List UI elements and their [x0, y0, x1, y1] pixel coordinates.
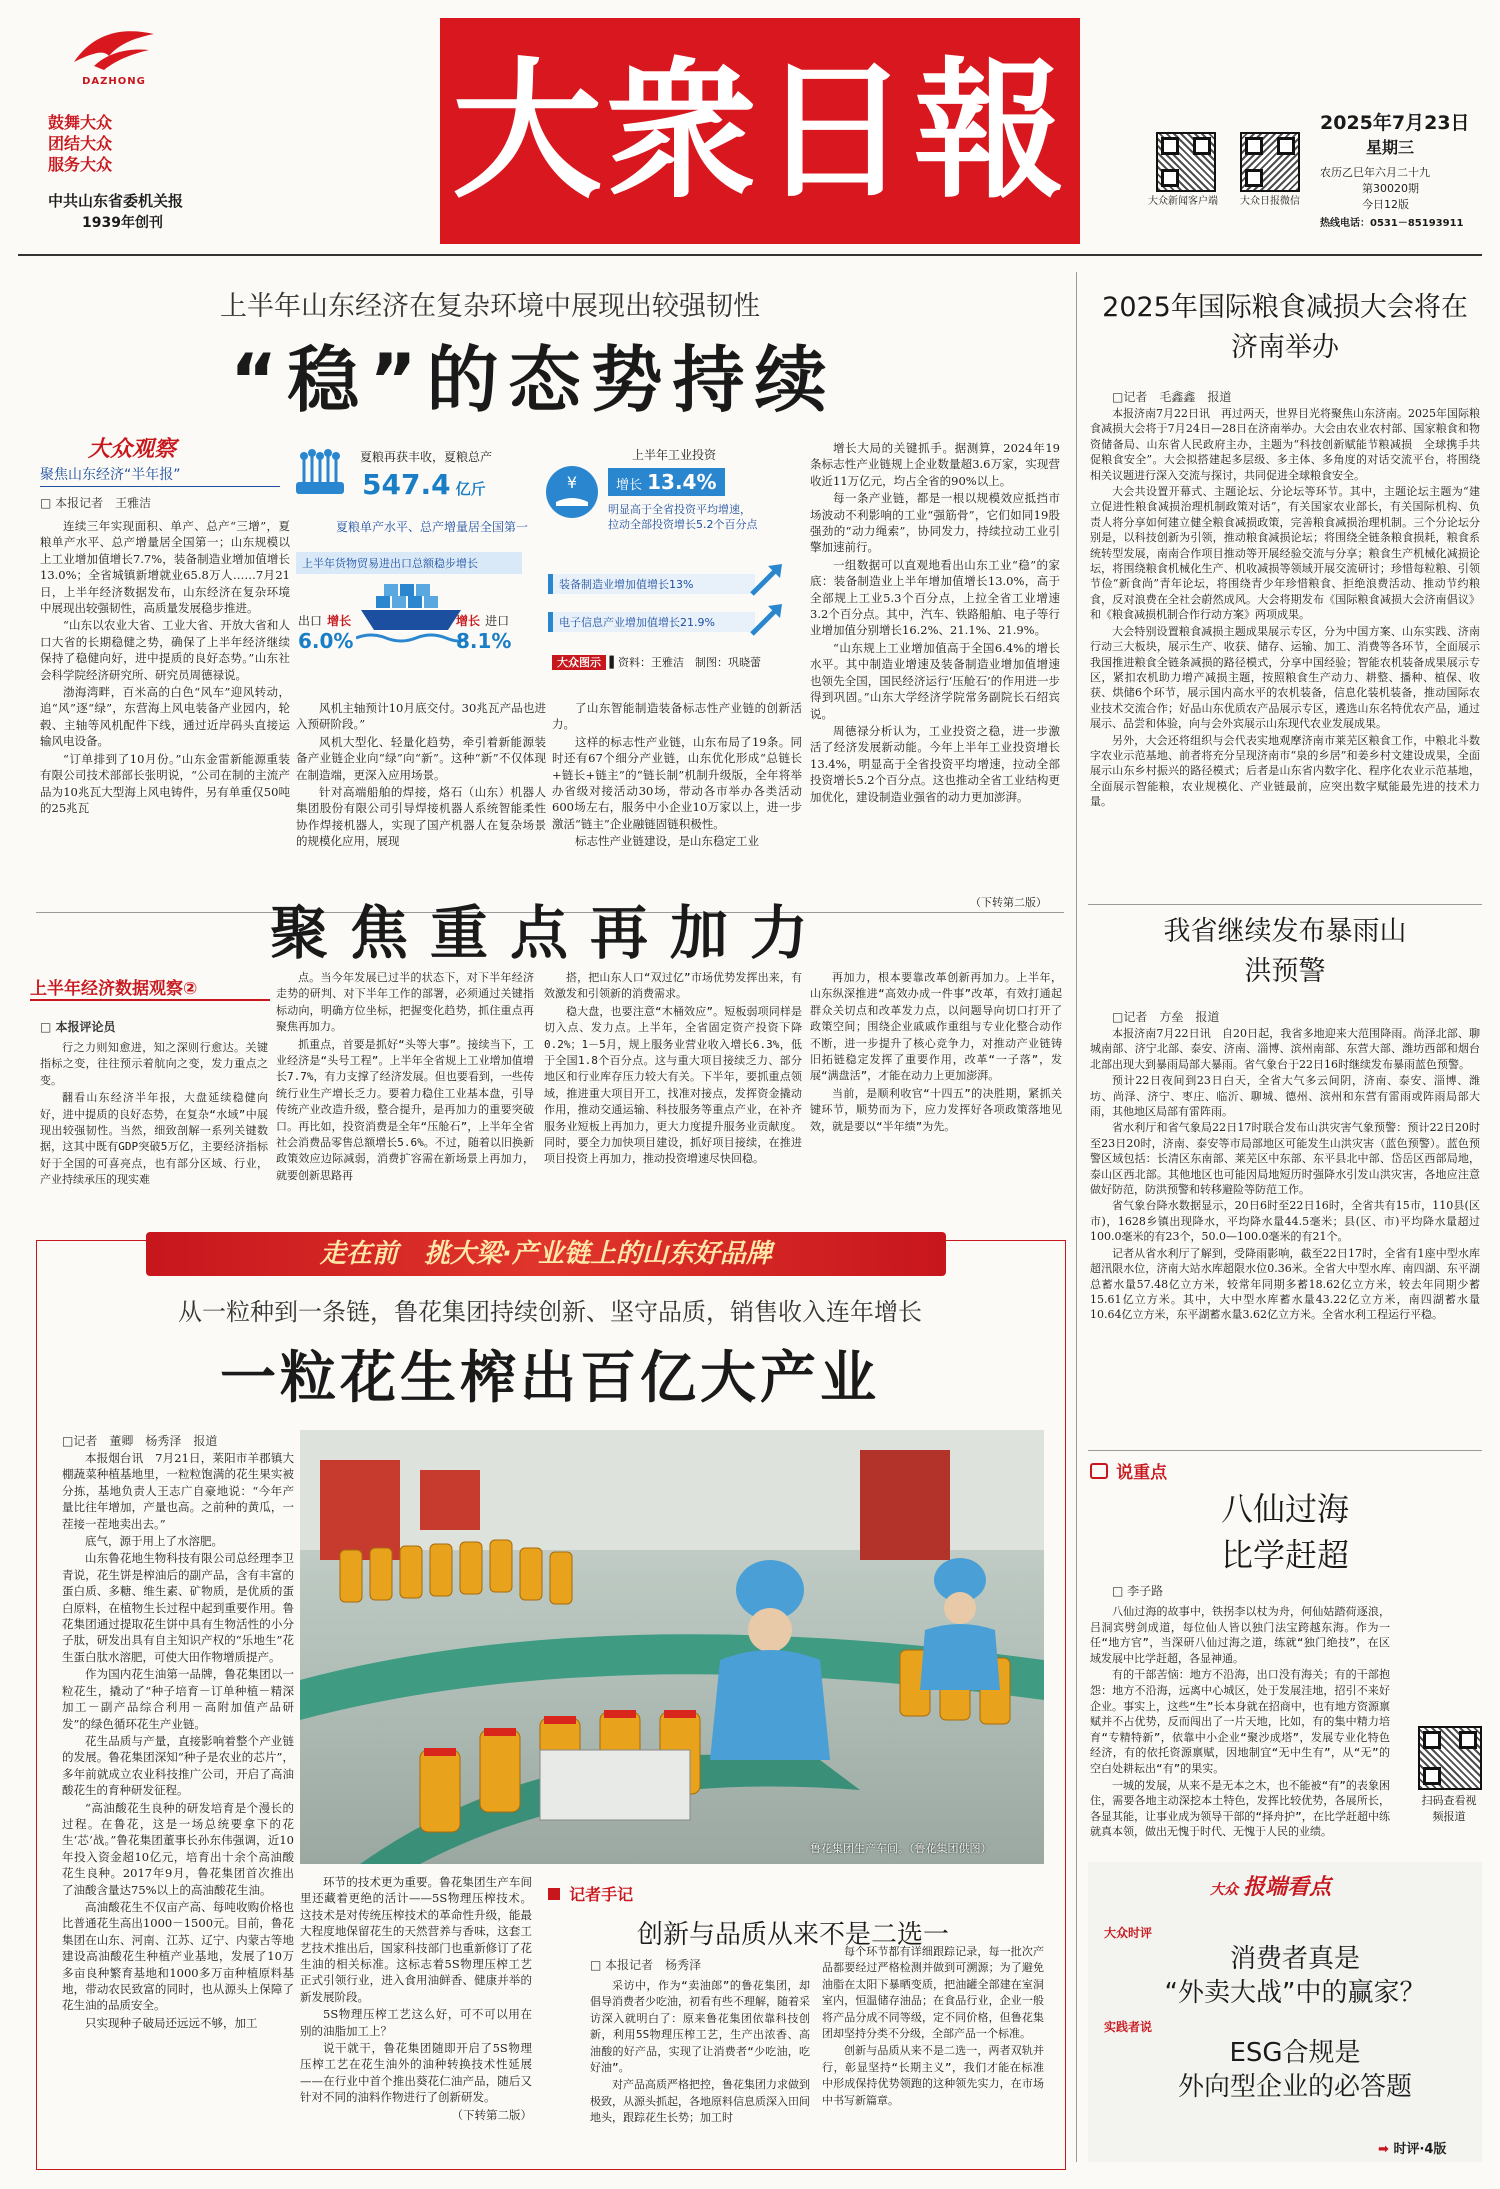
- issue-number: 第30020期: [1362, 182, 1419, 195]
- cargo-ship-icon: [356, 578, 466, 648]
- note-col-1: [590, 1978, 810, 2158]
- invest-growth: 增长: [616, 478, 643, 493]
- feature-left-p6: “高油酸花生良种的研发培育是个漫长的过程。在鲁花，这是一场总统要拿下的花生‘芯’战。”鲁花集团董事长孙东伟强调，近10年投入资金超10亿元，培育出十余个高油酸花生良种。2017年9月，鲁花集团首次推出了油酸含量达75%以上的高油酸花生油。: [62, 1800, 294, 1897]
- organ-label: 中共山东省委机关报: [48, 192, 184, 210]
- s1-p3: 大会特别设置粮食减损主题成果展示专区，分为中国方案、山东实践、济南行动三大板块，展示生产、收获、储存、运输、加工、消费等各环节，全面展示我国推进粮食全链条减损的路径模式，分享中国经验；智能农机装备成果展示专区，紧扣农机助力增产减损主题，按照粮食生产动力、耕整、播种、植保、收获、烘储6个环节，展示国内高水平的农机装备，信息化装机装备，推动国际农业技术交流合作；好品山东优质农产品展示专区，遴选山东名特优农产品，通过展示、品尝和体验，向与会外宾展示山东现代农业发展成果。: [1090, 624, 1480, 731]
- s4-item-1-line-1: 消费者真是: [1229, 1944, 1360, 1974]
- commentary-col4-p1: 再加力，根本要靠改革创新再加力。上半年，山东纵深推进“高效办成一件事”改革，有效打通起群众关切点和改革发力点，以问题导向切口打开了政策空间；围绕企业戚戚作重组与专业化整合动作不断，进一步提升了核心竞争力，对推动产业链铸旧拓链稳定发挥了重要作用，改革“一子落”，发展“满盘活”，才能在动力上更加澎湃。: [810, 971, 1062, 1083]
- s1-p1: 本报济南7月22日讯 再过两天，世界目光将聚焦山东济南。2025年国际粮食减损大会将于7月24日—28日在济南举办。大会由农业农村部、国家粮食和物资储备局、山东省人民政府主办，主题为“科技创新赋能节粮减损 全球携手共促粮食安全”。大会拟搭建起多层级、多主体、多角度的对话交流平台，将围绕相关议题进行深入交流与探讨，共同促进全球粮食安全。: [1090, 407, 1480, 482]
- export-growth: 增长: [327, 614, 352, 628]
- feature-mid-p2: 5S物理压榨工艺这么好，可不可以用在别的油脂加工上？: [300, 2007, 532, 2038]
- dazhong-logo: [64, 22, 164, 92]
- lead-col3-p2: 这样的标志性产业链，山东布局了19条。同时还有67个细分产业链，山东优化形成“总链长+链长+链主”的“链长制”机制升级版，全年将举办省级对接活动30场，带动各市举办各类活动600场左右，服务中小企业10万家以上，进一步激活“链主”企业融链固链积极性。: [552, 734, 802, 831]
- photo-caption: 鲁花集团生产车间。（鲁花集团供图）: [810, 1842, 992, 1855]
- feature-col-left: [62, 1450, 294, 2160]
- grain-title: 夏粮再获丰收，夏粮总产: [360, 450, 493, 464]
- feature-byline: □记者 董卿 杨秀泽 报道: [62, 1434, 218, 1448]
- s2-body: [1090, 1026, 1480, 1444]
- lead-col-2: [296, 700, 546, 908]
- s4-item-2-line-1: ESG合规是: [1229, 2038, 1361, 2068]
- svg-text:¥: ¥: [566, 473, 578, 492]
- qr-code-wechat-label: 大众日报微信: [1240, 196, 1300, 207]
- grain-value-row: [362, 468, 486, 501]
- note-col-2: [822, 1944, 1044, 2158]
- s2-headline: 我省继续发布暴雨山洪预警: [1163, 916, 1407, 987]
- credit: ▌资料：王雅洁 制图：巩晓蕾: [609, 656, 761, 669]
- arrow-right-icon: ➡: [1378, 2142, 1389, 2157]
- factory-photo: [300, 1430, 1044, 1864]
- section-logo: 大众观察: [88, 436, 177, 462]
- feature-mid-p1: 环节的技术更为重要。鲁花集团生产车间里还藏着更绝的活计——5S物理压榨技术。这技术是对传统压榨技术的革命性升级，能最大程度地保留花生的天然营养与香味，这套工艺技术推出后，国家科技部门也重新修订了花生油的相关标准。这标志着5S物理压榨工艺正式引领行业，进入食用油鲜香、健康并举的新发展阶段。: [300, 1875, 532, 2004]
- commentary-col-4: [810, 970, 1062, 1236]
- lead-col2-p1: 风机主轴预计10月底交付。30兆瓦产品也进入预研阶段。”: [296, 701, 546, 732]
- qr-code-app-label: 大众新闻客户端: [1148, 196, 1218, 207]
- feature-mid-p3: 说干就干，鲁花集团随即开启了5S物理压榨工艺在花生油外的油种转换技术性延展——在行业中首个推出葵花仁油产品，随后又针对不同的油料作物进行了创新研发。: [300, 2041, 532, 2105]
- infographic-credit-row: [552, 654, 761, 670]
- lead-col-3: [552, 700, 802, 908]
- s4-item-1[interactable]: [1120, 1942, 1470, 2010]
- s4-ref-text: 时评·4版: [1393, 2142, 1447, 2157]
- grain-unit: 亿斤: [455, 480, 486, 498]
- feature-left-p3: 山东鲁花地生物科技有限公司总经理李卫青说，花生饼是榨油后的副产品，含有丰富的蛋白质、多糖、维生素、矿物质，是优质的蛋白原料，在植物生长过程中起到重要作用。鲁花集团通过提取花生饼中具有生物活性的小分子肽，研发出具有自主知识产权的“乐地生”花生蛋白肽水溶肥，可使大田作物增质提产。: [62, 1551, 294, 1664]
- s3-qr-label: 扫码查看视频报道: [1421, 1794, 1477, 1823]
- section-sub: 聚焦山东经济“半年报”: [40, 464, 280, 487]
- bottling-line-illustration: [300, 1430, 1044, 1864]
- slogan-3: 服务大众: [48, 155, 113, 174]
- import-label: 进口: [485, 614, 510, 628]
- s2-byline: □记者 方垒 报道: [1112, 1010, 1220, 1024]
- lead-kicker: 上半年山东经济在复杂环境中展现出较强韧性: [220, 291, 760, 322]
- commentary-col-1: [40, 1040, 268, 1236]
- commentary-section: 上半年经济数据观察②: [30, 974, 270, 1001]
- trade-title: 上半年货物贸易进出口总额稳步增长: [296, 552, 522, 574]
- s3-section: 说重点: [1116, 1463, 1168, 1483]
- note-label: 记者手记: [569, 1885, 634, 1904]
- s1-byline: □记者 毛鑫鑫 报道: [1112, 390, 1232, 404]
- masthead-title-block: [440, 18, 1080, 244]
- masthead-rule: [18, 254, 1482, 256]
- elec-bar: 电子信息产业增加值增长21.9%: [548, 612, 755, 632]
- masthead-title: 大衆日報: [451, 43, 1068, 219]
- qr-code-app[interactable]: [1156, 132, 1216, 192]
- feature-banner: [146, 1232, 946, 1276]
- feature-left-p5: 花生品质与产量，直接影响着整个产业链的发展。鲁花集团深知“种子是农业的芯片”，多年前就成立农业科技推广公司，开启了高油酸花生的育种研发征程。: [62, 1733, 294, 1798]
- commentary-col1-p1: 行之力则知愈进，知之深则行愈达。关键指标之变，往往预示着航向之变，发力重点之变。: [40, 1041, 268, 1087]
- lead-col4-p2: 每一条产业链，都是一根以规模效应抵挡市场波动不利影响的工业“强筋骨”，它们如同19股强劲的“动力绳索”，协同发力，持续拉动工业引擎加速前行。: [810, 491, 1060, 555]
- lead-col2-p2: 风机大型化、轻量化趋势，牵引着新能源装备产业链企业向“绿”向“新”。这种“新”不仅体现在制造端，更深入应用场景。: [296, 734, 546, 782]
- commentary-col-3: [544, 970, 802, 1236]
- qr-code-wechat[interactable]: [1240, 132, 1300, 192]
- lead-col4-p1: 增长大局的关键抓手。据测算，2024年19条标志性产业链规上企业数量超3.6万家，实现营收近11万亿元，均占全省的90%以上。: [810, 441, 1060, 488]
- credit-tag: 大众图示: [552, 655, 606, 670]
- lead-col1-p3: 渤海湾畔，百米高的白色“风车”迎风转动，追“风”逐“绿”，东营海上风电装备产业园内，轮毂、主轴等风机配件下线，通过近岸码头直接运输风电设备。: [40, 685, 290, 749]
- growth-arrow-icon: [748, 560, 788, 600]
- lead-col-4: [810, 440, 1060, 890]
- masthead: [0, 0, 1500, 260]
- export-stat: [298, 610, 353, 653]
- s3-body: [1090, 1604, 1390, 1860]
- founded-label: 1939年创刊: [82, 215, 163, 231]
- s3-p2: 有的干部苦恼：地方不沿海，出口没有海关；有的干部抱怨：地方不沿海，远离中心城区，处于发展洼地，招引不来好企业。事实上，这些“生”长本身就在招商中，也有地方资源禀赋并不占优势，反而闯出了一片天地，比如，有的集中精力培育“专精特新”，依靠中小企业“聚沙成塔”，发展专业化特色经济，有的依托资源禀赋，因地制宜“无中生有”，从“无”的空白处耕耘出“有”的果实。: [1090, 1668, 1390, 1775]
- invest-title: 上半年工业投资: [632, 448, 717, 462]
- lead-col2-p3: 针对高端船舶的焊接，烙石（山东）机器人集团股份有限公司引导焊接机器人系统智能柔性协作焊接机器人，实现了国产机器人在复杂场景的规模化应用，展现: [296, 785, 546, 849]
- feature-col-mid: [300, 1874, 532, 2158]
- lead-continued: （下转第二版）: [970, 896, 1047, 909]
- s4-item-2-line-2: 外向型企业的必答题: [1177, 2072, 1412, 2102]
- hotline: 热线电话：0531－85193911: [1320, 218, 1464, 229]
- commentary-col4-p2: 当前，是顺利收官“十四五”的决胜期，紧抓关键环节，顺势而为下，应力发挥好各项政策落地见效，就是要以“半年绩”为先。: [810, 1086, 1062, 1133]
- note-label-row: [548, 1882, 633, 1905]
- s3-video-qr[interactable]: [1418, 1726, 1482, 1790]
- export-value: 6.0%: [298, 629, 354, 653]
- commentary-byline: □ 本报评论员: [40, 1020, 116, 1034]
- note-col1-p1: 采访中，作为“卖油郎”的鲁花集团，却倡导消费者少吃油，初看有些不理解，随着采访深入就明白了：原来鲁花集团依靠科技创新，利用5S物理压榨工艺，生产出浓香、高油酸的好产品，实现了让消费者“少吃油，吃好油”。: [590, 1979, 810, 2075]
- s4-tag-2: 实践者说: [1104, 2020, 1153, 2034]
- feature-left-p2: 底气，源于用上了水溶肥。: [85, 1534, 223, 1549]
- s1-p4: 另外，大会还将组织与会代表实地观摩济南市莱芜区粮食工作，中粮北斗数字农业示范基地、前者将充分呈现济南市“泉的乡居”和姜乡村文建设成果，全面展示山东乡村振兴的路径模式；后者是山东省内数字化、程序化农业示范基地，全面展示智能粮，农业规模化、产业链最前，应突出数字赋能最先进的技术力量。: [1090, 733, 1480, 809]
- page-count: 今日12版: [1362, 198, 1409, 211]
- s4-box: [1088, 1862, 1482, 2162]
- lead-byline: □ 本报记者 王雅洁: [40, 496, 152, 510]
- s1-body: [1090, 406, 1480, 900]
- date-block: [1320, 108, 1480, 229]
- s4-logo: 大众: [1210, 1882, 1238, 1898]
- s4-section: 报端看点: [1243, 1875, 1332, 1900]
- lead-col4-p5: 周德禄分析认为，工业投资之稳，进一步激活了经济发展新动能。今年上半年工业投资增长13.4%，明显高于全省投资平均增速，拉动全部投资增长5.2个百分点。这也推动全省工业结构更加优化，建设制造业强省的动力更加澎湃。: [810, 723, 1060, 804]
- bird-logo-icon: [64, 22, 164, 72]
- import-value: 8.1%: [456, 629, 512, 653]
- lead-col1-p4: “订单排到了10月份。”山东金雷新能源重装有限公司技术部部长张明说，“公司在制的主流产品为10兆瓦大型海上风电铸件，另有单重仅50吨的25兆瓦: [40, 751, 290, 815]
- feature-headline: 一粒花生榨出百亿大产业: [220, 1346, 880, 1411]
- s2-p1: 本报济南7月22日讯 自20日起，我省多地迎来大范围降雨。尚泽北部、聊城南部、济宁北部、泰安、济南、淄博、滨州南部、东营大部、潍坊西部和烟台北部出现大到暴雨局部大暴雨。省气象台于22日16时继续发布暴雨蓝色预警。: [1090, 1027, 1480, 1071]
- s4-ref[interactable]: [1378, 2138, 1446, 2157]
- feature-left-p8: 只实现种子破局还远远不够，加工: [85, 2015, 258, 2030]
- import-growth: 增长: [456, 614, 481, 628]
- commentary-col-2: [276, 970, 534, 1236]
- wheat-icon: [296, 448, 344, 496]
- s1-bottom-rule: [1088, 904, 1482, 905]
- s3-section-row: [1090, 1458, 1167, 1483]
- feature-left-p1: 本报烟台讯 7月21日，莱阳市羊郡镇大棚蔬菜种植基地里，一粒粒饱满的花生果实被分拣，基地负责人王志广自豪地说：“今年产量比往年增加，产量也高。之前种的黄瓜，一茬接一茬地卖出去。”: [62, 1451, 294, 1531]
- lead-headline: “稳”的态势持续: [230, 338, 837, 422]
- feature-banner-text: 走在前 挑大梁·产业链上的山东好品牌: [320, 1239, 772, 1269]
- brand-en: DAZHONG: [82, 76, 146, 87]
- note-col2-p2: 创新与品质从来不是二选一，两者双轨并行，彰显坚持“长期主义”，我们才能在标准中形成保持优势领跑的这种领先实力，在市场中书写新篇章。: [822, 2044, 1044, 2107]
- grain-value: 547.4: [362, 468, 451, 501]
- invest-value: 13.4%: [647, 470, 717, 494]
- slogan-2: 团结大众: [48, 134, 113, 153]
- s3-p1: 八仙过海的故事中，铁拐李以杖为舟，何仙姑踏荷逐浪，吕洞宾劈剑成道，每位仙人皆以独门法宝跨越东海。作为一任“地方官”，当深研八仙过海之道，练就“独门绝技”，在区域发展中比学赶超，各显神通。: [1090, 1605, 1390, 1665]
- lunar-date: 农历乙巳年六月二十九: [1320, 166, 1430, 179]
- note-headline: 创新与品质从来不是二选一: [636, 1920, 949, 1950]
- s4-item-1-line-2: “外卖大战”中的赢家？: [1164, 1978, 1426, 2008]
- commentary-col3-p2: 稳大盘，也要注意“木桶效应”。短板弱项同样是切入点、发力点。上半年，全省固定资产投资下降0.2%；1－5月，规上服务业营业收入增长6.3%，低于全国1.8个百分点。这与重大项目接续乏力、部分地区和行业库存压力较大有关。下半年，要抓重点领域，推进重大项目开工，找准对接点，发挥资金撬动作用，推动交通运输、科技服务等重点产业，在补齐服务业短板上再加力，更大力度提升服务业贡献度。同时，要全力加快项目建设，抓好项目接续，在推进项目投资上再加力，推动投资增速尽快回稳。: [544, 1004, 802, 1166]
- s1-headline: 2025年国际粮食减损大会将在济南举办: [1102, 292, 1468, 363]
- s3-p3: 一城的发展，从来不是无本之木，也不能被“有”的表象困住，需要各地主动深挖本土特色，发挥比较优势，各展所长，各显其能，让事业成为领导干部的“择舟护”，在比学赶超中练就真本领，做出无愧于时代、无愧于人民的业绩。: [1090, 1778, 1390, 1839]
- commentary-col1-p2: 翻看山东经济半年报，大盘延续稳健向好，进中提质的良好态势，在复杂“水域”中展现出较强韧性。当然，细致剖解一系列关键数据，这其中既有GDP突破5万亿，主要经济指标好于全国的可喜亮点，也有部分区域、行业，产业持续承压的现实难: [40, 1091, 268, 1187]
- commentary-headline: 聚焦重点再加力: [269, 899, 830, 967]
- feature-mid-p4: （下转第二版）: [451, 2107, 532, 2122]
- export-label: 出口: [298, 614, 323, 628]
- grain-rank: 夏粮单产水平、总产增量居全国第一: [336, 520, 529, 534]
- feature-deck: 从一粒种到一条链，鲁花集团持续创新、坚守品质，销售收入连年增长: [178, 1298, 922, 1326]
- lead-col4-p4: “山东规上工业增加值高于全国6.4%的增长水平。其中制造业增速及装备制造业增加值增速也领先全国，国民经济运行‘压舱石’的作用进一步得到巩固。”山东大学经济学院常务副院长石绍宾说。: [810, 640, 1060, 721]
- note-byline: □ 本报记者 杨秀泽: [590, 1958, 702, 1972]
- lead-col3-p3: 标志性产业链建设，是山东稳定工业: [575, 834, 759, 849]
- note-pencil-icon: [548, 1888, 560, 1900]
- lead-col1-p2: “山东以农业大省、工业大省、开放大省和人口大省的长期稳健之势，确保了上半年经济继续保持了稳健向好，进中提质的良好态势。”山东社会科学院经济研究所、研究员周德禄说。: [40, 618, 290, 682]
- issue-weekday: 星期三: [1366, 138, 1415, 157]
- commentary-col2-p1: 点。当今年发展已过半的状态下，对下半年经济走势的研判、对下半年工作的部署，必须通过关键指标动向，明确方位坐标，把握变化趋势，抓住重点再聚焦再加力。: [276, 971, 534, 1034]
- note-col2-p1: 每个环节都有详细跟踪记录，每一批次产品都要经过严格检测并做到可溯源；为了避免油脂在太阳下暴晒变质，把油罐全部建在室洞室内，恒温储存油品；在食品行业，企业一般将产品分成不同等级，定不同价格，但鲁花集团却坚持分类不分级，全部产品一个标准。: [822, 1945, 1044, 2041]
- s1-p2: 大会共设置开幕式、主题论坛、分论坛等环节。其中，主题论坛主题为“建立促进性粮食减损治理机制政策对话”，有关国家农业部长，有关国际机构、负责人将分享如何建立健全粮食减损政策，完善粮食减损治理机制。三个分论坛分别是，以科技创新为引领，推动粮食减损论坛；将围绕全链条粮食损耗，粮食系统转型发展，南南合作项目推动等开展经验交流与分享；粮食生产机械化减损论坛，将围绕粮食机械化生产、机收减损等领域开展交流研讨；珍惜每粒粮、引领节俭“新食尚”青年论坛，将围绕青少年珍惜粮食、拒绝浪费活动、推动节约粮食，反对浪费在全社会蔚然成风。大会将期发布《国际粮食减损大会济南倡议》和《粮食减损机制合作行动方案》两项成果。: [1090, 485, 1480, 622]
- s2-p5: 记者从省水利厅了解到，受降雨影响，截至22日17时，全省有1座中型水库超汛限水位，济南大站水库超限水位0.36米。全省大中型水库、南四湖、东平湖总蓄水量57.48亿立方米，较常年同期多蓄18.62亿立方米，较去年同期少蓄15.61亿立方米。其中，大中型水库蓄水量43.22亿立方米，南四湖蓄水量10.64亿立方米，东平湖蓄水量3.62亿立方米。全省水利工程运行平稳。: [1090, 1246, 1480, 1322]
- investment-hand-icon: [544, 464, 600, 520]
- lead-col3-p1: 了山东智能制造装备标志性产业链的创新活力。: [552, 701, 802, 732]
- s4-tag-1: 大众时评: [1104, 1926, 1153, 1940]
- slogan-1: 鼓舞大众: [48, 113, 113, 132]
- lead-col-1: [40, 518, 290, 910]
- invest-note: 明显高于全省投资平均增速，拉动全部投资增长5.2个百分点: [608, 503, 758, 531]
- s2-bottom-rule: [1088, 1450, 1482, 1451]
- import-stat: [456, 610, 511, 653]
- s4-header: [1210, 1870, 1331, 1901]
- lead-col4-p3: 一组数据可以直观地看出山东工业“稳”的家底：装备制造业上半年增加值增长13.0%，高于全部规上工业5.3个百分点，上拉全省工业增速3.2个百分点。其中，汽车、铁路船舶、电子等行业增加值分别增长16.2%、21.1%、21.9%。: [810, 557, 1060, 638]
- s2-p4: 省气象台降水数据显示，20日6时至22日16时，全省共有15市，110县(区市)，1628乡镇出现降水，平均降水量44.5毫米；县(区、市)平均降水量超过100.0毫米的有23个，50.0—100.0毫米的有21个。: [1090, 1199, 1480, 1244]
- s3-byline: □ 李子路: [1112, 1584, 1164, 1598]
- feature-left-p7: 高油酸花生不仅亩产高、每吨收购价格也比普通花生高出1000－1500元。目前，鲁花集团在山东、河南、江苏、辽宁、内蒙古等地建设高油酸花生种植产业基地，发展了10万多亩良种繁育基地和1000多万亩种植原料基地，带动农民致富的同时，也从源头上保障了花生油的品质安全。: [62, 1899, 294, 2013]
- growth-arrow-icon-2: [748, 600, 788, 640]
- s3-headline-2: 比学赶超: [1220, 1536, 1349, 1574]
- lead-col1-p1: 连续三年实现面积、单产、总产“三增”，夏粮单产水平、总产增量居全国第一；山东规模以上工业增加值增长7.7%，装备制造业增加值增长13.0%；全省城镇新增就业65.8万人……7月21日，上半年经济数据发布，山东经济在复杂环境中展现出较强韧性，高质量发展稳步推进。: [40, 519, 290, 616]
- slogans: [48, 112, 188, 175]
- s3-headline-1: 八仙过海: [1220, 1490, 1349, 1528]
- infographic: [296, 440, 812, 698]
- commentary-col3-p1: 搭，把山东人口“双过亿”市场优势发挥出来，有效激发和引领新的消费需求。: [544, 971, 802, 1001]
- s2-p2: 预计22日夜间到23日白天，全省大气多云间阴，济南、泰安、淄博、潍坊、尚泽、济宁、枣庄、临沂、聊城、德州、滨州和东营有雷雨或阵雨局部大雨，其他地区局部有雷阵雨。: [1090, 1074, 1480, 1119]
- commentary-col2-p2: 抓重点，首要是抓好“头等大事”。接续当下，工业经济是“头号工程”。上半年全省规上工业增加值增长7.7%，有力支撑了经济发展。但也要看到，一些传统行业生产增长乏力。要着力稳住工业基本盘，引导传统产业改造升级，整合提升，是再加力的重要突破口。再比如，投资消费是全年“压舱石”，上半年全省社会消费品零售总额增长5.6%。不过，随着以旧换新政策效应边际减弱，消费扩容需在新场景上再加力，就要创新思路再: [276, 1037, 534, 1182]
- s2-p3: 省水利厅和省气象局22日17时联合发布山洪灾害气象预警：预计22日20时至23日20时，济南、泰安等市局部地区可能发生山洪灾害（蓝色预警）。蓝色预警区域包括：长清区东南部、莱芜区中东部、东平县北中部、岱岳区西部局地，泰山区西北部。其他地区也可能因局地短历时强降水引发山洪灾害，各地应注意做好防范，防洪预警和转移避险等防范工作。: [1090, 1121, 1480, 1197]
- section-logo-dazhong-observe: [88, 432, 176, 463]
- equip-bar: 装备制造业增加值增长13%: [548, 574, 755, 594]
- s4-item-2[interactable]: [1120, 2036, 1470, 2104]
- invest-value-box: [608, 468, 725, 496]
- issue-date: 2025年7月23日: [1320, 112, 1470, 134]
- right-column-divider: [1076, 272, 1077, 2162]
- note-col1-p2: 对产品高质严格把控，鲁花集团力求做到极致，从源头抓起，各地原料信息质深入田间地头，跟踪花生长势；加工时: [590, 2078, 810, 2125]
- s3-section-icon: [1090, 1463, 1108, 1479]
- feature-left-p4: 作为国内花生油第一品牌，鲁花集团以一粒花生，撬动了“种子培育－订单种植－精深加工－副产品综合利用－高附加值产品研发”的绿色循环花生产业链。: [62, 1667, 294, 1731]
